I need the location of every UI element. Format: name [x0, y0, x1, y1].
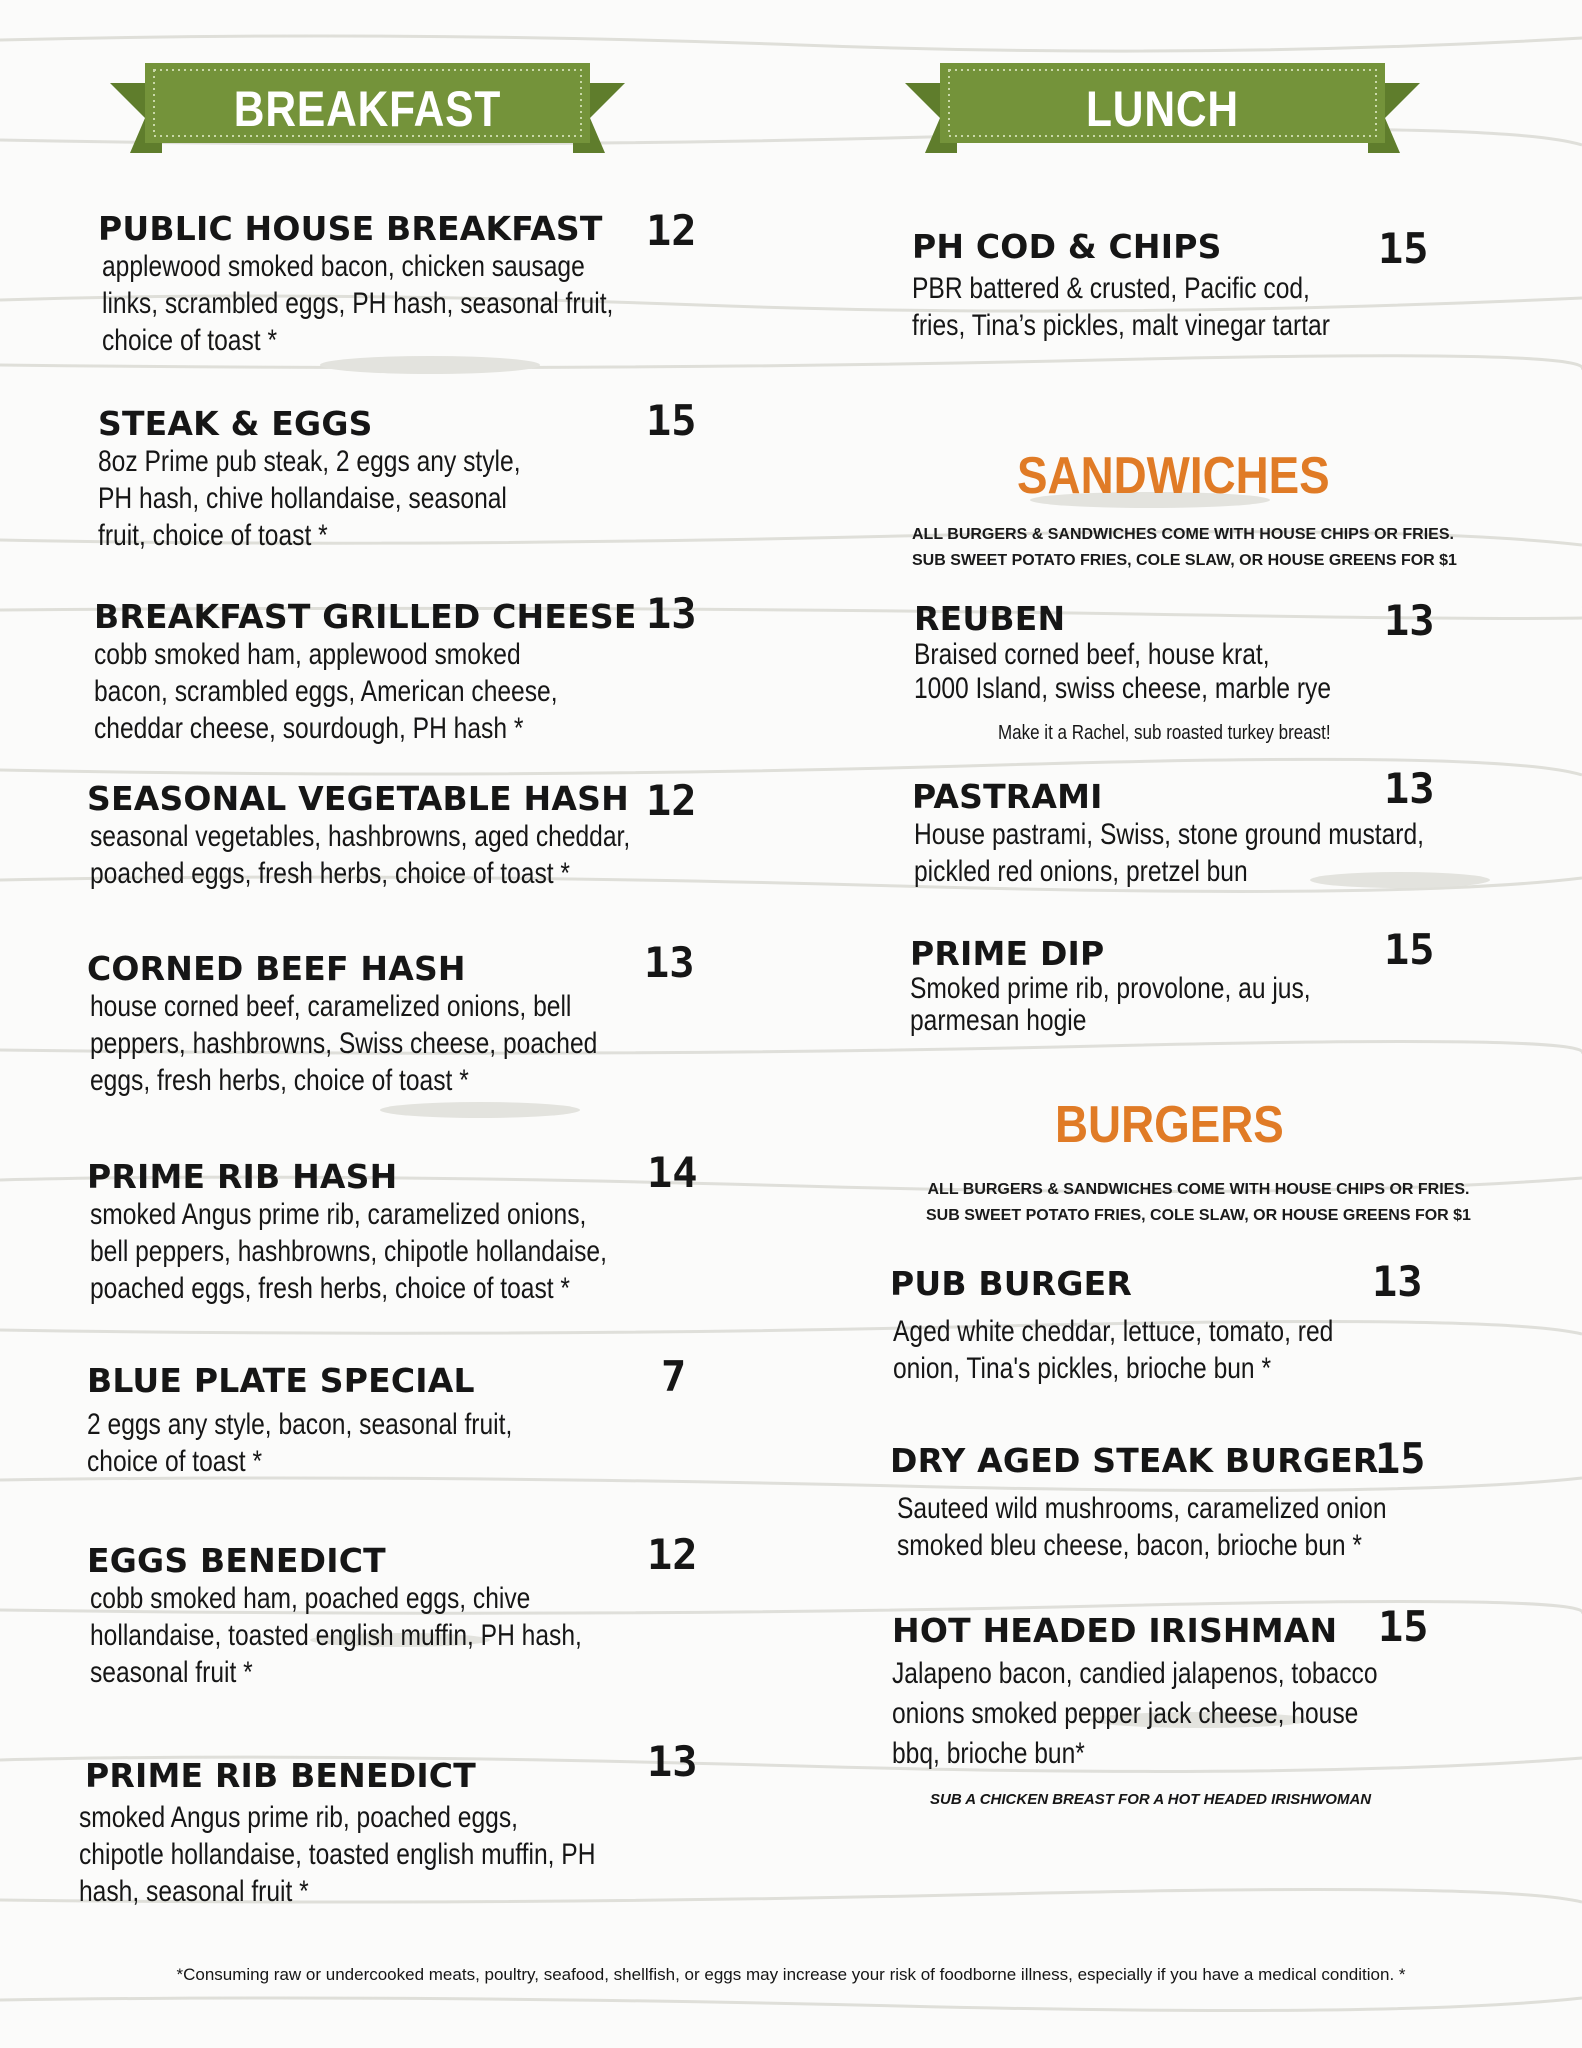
health-disclaimer: *Consuming raw or undercooked meats, poultry, seafood, shellfish, or eggs may increase your risk of foodborne illness, especially if you have a medical condition. *: [176, 1965, 1406, 1984]
item-price: 13: [644, 938, 695, 987]
item-description: Aged white cheddar, lettuce, tomato, red onion, Tina's pickles, brioche bun *: [893, 1315, 1334, 1385]
item-price: 15: [1375, 1434, 1426, 1483]
menu-item: [892, 1602, 1432, 1774]
item-name: PRIME RIB BENEDICT: [85, 1756, 476, 1795]
menu-item: [890, 1257, 1430, 1387]
item-name: CORNED BEEF HASH: [87, 949, 466, 988]
item-name: BREAKFAST GRILLED CHEESE: [94, 597, 637, 636]
breakfast-banner: [110, 58, 625, 168]
item-price: 12: [646, 776, 697, 825]
menu-item: [98, 206, 698, 359]
item-name: EGGS BENEDICT: [87, 1541, 386, 1580]
item-price: 13: [1384, 596, 1435, 645]
item-price: 12: [647, 1530, 698, 1579]
item-description: Smoked prime rib, provolone, au jus, parmesan hogie: [910, 972, 1311, 1037]
menu-item: [94, 589, 697, 747]
item-name: PRIME RIB HASH: [87, 1157, 398, 1196]
menu-item: [87, 1530, 698, 1691]
item-description: smoked Angus prime rib, caramelized onions, bell peppers, hashbrowns, chipotle hollandaise, poached eggs, fresh herbs, choice of toast *: [90, 1198, 607, 1305]
item-price: 13: [646, 589, 697, 638]
sandwiches-title: SANDWICHES: [1017, 447, 1330, 505]
item-price: 15: [1384, 925, 1435, 974]
item-name: SEASONAL VEGETABLE HASH: [87, 779, 629, 818]
rachel-note: Make it a Rachel, sub roasted turkey breast!: [998, 722, 1331, 744]
item-name: STEAK & EGGS: [98, 404, 373, 443]
item-description: cobb smoked ham, poached eggs, chive hollandaise, toasted english muffin, PH hash, seasonal fruit *: [90, 1582, 582, 1689]
menu-item: [910, 925, 1435, 1037]
lunch-banner: [905, 58, 1420, 168]
menu-item: [912, 224, 1432, 344]
item-price: 13: [647, 1737, 698, 1786]
item-price: 13: [1372, 1257, 1423, 1306]
menu-item: [87, 938, 697, 1099]
menu-item: [87, 1352, 697, 1480]
item-description: smoked Angus prime rib, poached eggs, chipotle hollandaise, toasted english muffin, PH hash, seasonal fruit *: [79, 1801, 596, 1908]
irishwoman-note: SUB A CHICKEN BREAST FOR A HOT HEADED IRISHWOMAN: [930, 1791, 1372, 1808]
item-description: house corned beef, caramelized onions, bell peppers, hashbrowns, Swiss cheese, poached eggs, fresh herbs, choice of toast *: [90, 990, 598, 1097]
item-description: Braised corned beef, house krat, 1000 Island, swiss cheese, marble rye: [914, 638, 1332, 705]
breakfast-title: BREAKFAST: [233, 81, 502, 137]
sides-note: ALL BURGERS & SANDWICHES COME WITH HOUSE CHIPS OR FRIES. SUB SWEET POTATO FRIES, COLE SLAW, OR HOUSE GREENS FOR $1: [912, 526, 1457, 569]
item-description: House pastrami, Swiss, stone ground mustard, pickled red onions, pretzel bun: [914, 818, 1425, 888]
menu-item: [98, 396, 698, 554]
item-description: PBR battered & crusted, Pacific cod, fries, Tina’s pickles, malt vinegar tartar: [912, 272, 1330, 342]
item-price: 14: [647, 1148, 698, 1197]
item-description: Sauteed wild mushrooms, caramelized onion smoked bleu cheese, bacon, brioche bun *: [897, 1492, 1387, 1562]
item-name: HOT HEADED IRISHMAN: [892, 1611, 1338, 1650]
burgers-title: BURGERS: [1055, 1096, 1284, 1154]
item-description: Jalapeno bacon, candied jalapenos, tobacco onions smoked pepper jack cheese, house bbq, brioche bun*: [892, 1657, 1378, 1770]
item-name: PH COD & CHIPS: [912, 227, 1222, 266]
item-price: 13: [1384, 764, 1435, 813]
item-description: seasonal vegetables, hashbrowns, aged cheddar, poached eggs, fresh herbs, choice of toast *: [90, 820, 631, 890]
item-price: 7: [661, 1352, 687, 1401]
item-description: cobb smoked ham, applewood smoked bacon, scrambled eggs, American cheese, cheddar cheese, sourdough, PH hash *: [94, 638, 558, 745]
item-name: BLUE PLATE SPECIAL: [87, 1361, 475, 1400]
item-description: 2 eggs any style, bacon, seasonal fruit, choice of toast *: [87, 1408, 513, 1478]
menu-item: [890, 1434, 1430, 1564]
item-price: 12: [646, 206, 697, 255]
sides-note: ALL BURGERS & SANDWICHES COME WITH HOUSE CHIPS OR FRIES. SUB SWEET POTATO FRIES, COLE SLAW, OR HOUSE GREENS FOR $1: [926, 1181, 1471, 1224]
lunch-title: LUNCH: [1086, 81, 1239, 137]
item-price: 15: [646, 396, 697, 445]
item-name: PUB BURGER: [890, 1264, 1133, 1303]
menu-item: [912, 764, 1435, 890]
item-name: PASTRAMI: [912, 777, 1103, 816]
item-name: REUBEN: [914, 599, 1066, 638]
menu-item: [87, 1148, 698, 1307]
menu-item: [914, 596, 1435, 706]
item-name: DRY AGED STEAK BURGER: [890, 1441, 1379, 1480]
item-price: 15: [1378, 224, 1429, 273]
item-price: 15: [1378, 1602, 1429, 1651]
menu-item: [79, 1737, 698, 1910]
item-description: applewood smoked bacon, chicken sausage links, scrambled eggs, PH hash, seasonal fruit, choice of toast *: [102, 250, 614, 357]
item-name: PRIME DIP: [910, 934, 1105, 973]
item-name: PUBLIC HOUSE BREAKFAST: [98, 209, 603, 248]
menu-item: [87, 776, 697, 892]
item-description: 8oz Prime pub steak, 2 eggs any style, PH hash, chive hollandaise, seasonal fruit, choice of toast *: [98, 445, 521, 552]
